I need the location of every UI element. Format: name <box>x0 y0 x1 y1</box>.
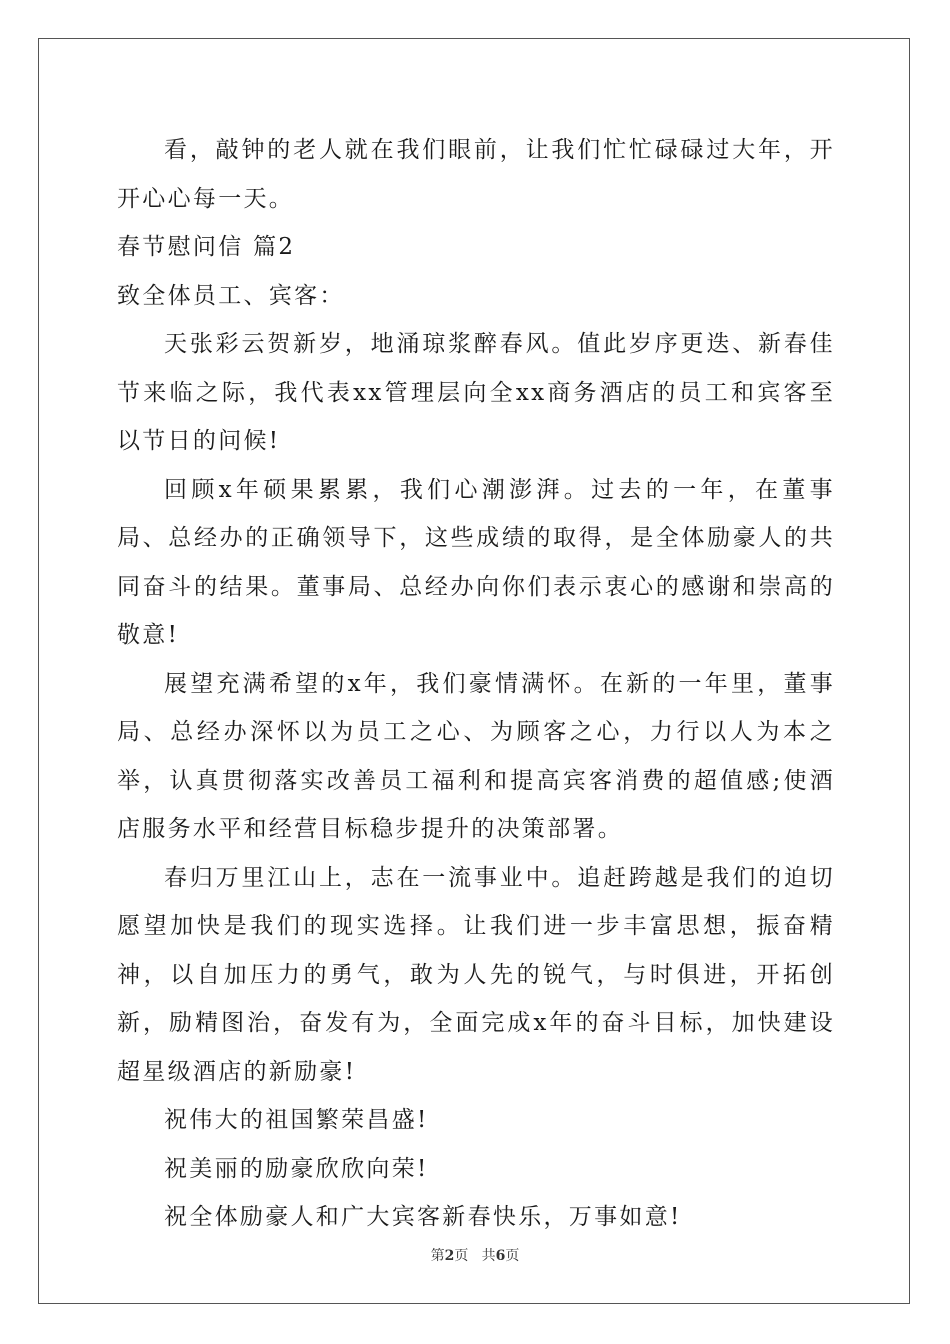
footer-prefix: 第 <box>430 1248 445 1264</box>
footer-total-suffix: 页 <box>505 1248 520 1264</box>
footer-page-suffix: 页 <box>454 1248 469 1264</box>
footer-total-prefix: 共 <box>481 1248 496 1264</box>
salutation: 致全体员工、宾客： <box>117 282 345 309</box>
current-page-number: 2 <box>444 1248 455 1264</box>
paragraph-greeting: 天张彩云贺新岁，地涌琼浆醉春风。值此岁序更迭、新春佳节来临之际，我代表xx管理层向全xx商务酒店的员工和宾客至以节日的问候! <box>117 331 835 454</box>
paragraph-outlook: 展望充满希望的x年，我们豪情满怀。在新的一年里，董事局、总经办深怀以为员工之心、为顾客之心，力行以人为本之举，认真贯彻落实改善员工福利和提高宾客消费的超值感;使酒店服务水平和经营目标稳步提升的决策部署。 <box>117 670 835 842</box>
total-page-count: 6 <box>495 1248 506 1264</box>
wish-line-company: 祝美丽的励豪欣欣向荣! <box>164 1155 429 1182</box>
wish-line-country: 祝伟大的祖国繁荣昌盛! <box>164 1107 429 1133</box>
wish-line-everyone: 祝全体励豪人和广大宾客新春快乐，万事如意! <box>164 1204 682 1230</box>
paragraph-closing-line: 看，敲钟的老人就在我们眼前，让我们忙忙碌碌过大年，开开心心每一天。 <box>117 137 835 212</box>
paragraph-call-to-action: 春归万里江山上，志在一流事业中。追赶跨越是我们的迫切愿望加快是我们的现实选择。让我们进一步丰富思想，振奋精神，以自加压力的勇气，敢为人先的锐气，与时俱进，开拓创新，励精图治，奋发有为，全面完成x年的奋斗目标，加快建设超星级酒店的新励豪! <box>117 864 835 1085</box>
paragraph-review: 回顾x年硕果累累，我们心潮澎湃。过去的一年，在董事局、总经办的正确领导下，这些成绩的取得，是全体励豪人的共同奋斗的结果。董事局、总经办向你们表示衷心的感谢和崇高的敬意! <box>117 476 835 648</box>
document-body <box>117 126 835 1242</box>
section-heading: 春节慰问信 篇2 <box>117 234 296 260</box>
page-footer <box>0 1245 950 1265</box>
